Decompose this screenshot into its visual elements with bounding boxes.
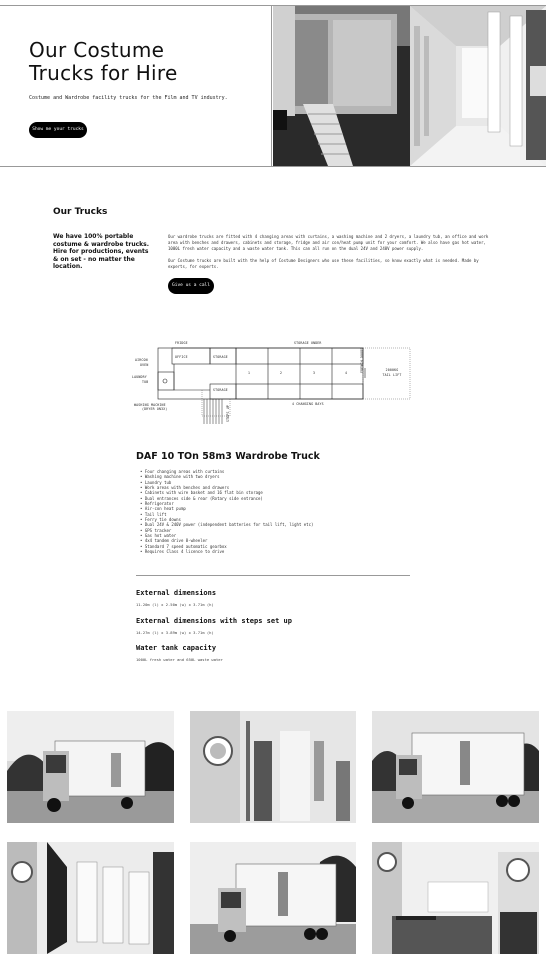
list-item: • Cabinets with wire basket and 16 flat bin storage	[140, 490, 313, 495]
feature-list	[140, 469, 313, 555]
list-item: • Washing machine with two dryers	[140, 474, 313, 479]
section-divider	[136, 575, 410, 576]
hero-text-panel	[0, 6, 272, 166]
floorplan-drawing	[130, 338, 415, 428]
list-item: • Dual 24V & 240V power (independent batteries for tail lift, light etc)	[140, 522, 313, 527]
bay-4-label: 4	[345, 371, 348, 375]
fridge-label: FRIDGE	[175, 341, 188, 345]
gallery-image-changing-bays[interactable]	[7, 842, 174, 954]
water-tank-heading: Water tank capacity	[136, 644, 217, 652]
list-item: • Work areas with benches and drawers	[140, 485, 313, 490]
aircon-label: AIRCON	[135, 358, 148, 362]
washing-machine-label: WASHING MACHINE	[134, 403, 166, 407]
gallery-image-laundry[interactable]	[190, 711, 356, 823]
hero-title-line-1: Our Costume	[29, 38, 165, 62]
truck-floorplan	[130, 338, 415, 428]
tub-label: TUB	[142, 380, 149, 384]
hero-title-line-2: Trucks for Hire	[29, 61, 178, 85]
list-item: • Gas hot water	[140, 533, 313, 538]
storage-top-label: STORAGE	[213, 355, 228, 359]
steps-dimensions-value: 14.27m (l) x 3.89m (w) x 3.71m (h)	[136, 630, 214, 635]
oven-label: OVEN	[140, 363, 149, 367]
our-trucks-paragraph-1: Our wardrobe trucks are fitted with 4 changing areas with curtains, a washing machine and 2 dryers, a laundry tub, an office and work area with benches and drawers, cabinets and storage, fridge and air con/heat pump unit for your comfort. We also have gas hot water, 1000L fresh water capacity and a waste water tank. This can all run on the dual 24V and 240V power supply.	[168, 234, 489, 251]
list-item: • Refrigerator	[140, 501, 313, 506]
hero-truck-interior-image	[410, 6, 546, 166]
list-item: • Tail lift	[140, 512, 313, 517]
storage-bottom-label: STORAGE	[213, 388, 228, 392]
show-trucks-button[interactable]: Show me your trucks	[29, 122, 87, 138]
list-item: • Laundry tub	[140, 480, 313, 485]
list-item: • Standard 7 speed automatic gearbox	[140, 544, 313, 549]
dryers-label: (DRYER ON3X)	[142, 407, 168, 411]
gallery-image-kitchen[interactable]	[372, 842, 539, 954]
storage-under-label: STORAGE UNDER	[294, 341, 322, 345]
tail-lift-label: 2000KG TAIL LIFT	[382, 368, 402, 377]
office-label: OFFICE	[175, 355, 188, 359]
give-us-a-call-button[interactable]: Give us a call	[168, 278, 214, 294]
changing-bays-label: 4 CHANGING BAYS	[292, 402, 324, 406]
bay-3-label: 3	[313, 371, 316, 375]
gallery-image-truck-side[interactable]	[372, 711, 539, 823]
hero-subtitle: Costume and Wardrobe facility trucks for the Film and TV industry.	[29, 95, 228, 101]
hero-truck-exterior-image	[273, 6, 410, 166]
our-trucks-paragraph-2: Our Costume trucks are built with the help of Costume Designers who use these facilities, so know exactly what is needed. Made by experts, for experts.	[168, 258, 479, 269]
our-trucks-lead: We have 100% portable costume & wardrobe trucks. Hire for productions, events & on set - no matter the location.	[53, 233, 149, 270]
french-doors-label: FRENCH DOORS	[360, 347, 364, 373]
gallery-image-truck-front[interactable]	[7, 711, 174, 823]
steps-dimensions-heading: External dimensions with steps set up	[136, 617, 292, 625]
list-item: • Requires Class 4 licence to drive	[140, 549, 313, 554]
bay-1-label: 1	[248, 371, 251, 375]
bay-2-label: 2	[280, 371, 283, 375]
steps-up-label: STEPS UP	[226, 405, 230, 422]
daf-truck-title: DAF 10 TOn 58m3 Wardrobe Truck	[136, 451, 320, 462]
external-dimensions-heading: External dimensions	[136, 589, 217, 597]
list-item: • GPS tracker	[140, 528, 313, 533]
list-item: • 4x4 tandem drive 8-wheeler	[140, 538, 313, 543]
laundry-label: LAUNDRY	[132, 375, 147, 379]
hero-section	[0, 5, 546, 167]
hero-title	[29, 39, 178, 85]
list-item: • Dual entrances side & rear (Rotary side entrance)	[140, 496, 313, 501]
water-tank-value: 1000L fresh water and 650L waste water	[136, 657, 223, 662]
our-trucks-heading: Our Trucks	[53, 207, 108, 217]
list-item: • Four changing areas with curtains	[140, 469, 313, 474]
list-item: • Ferry tie downs	[140, 517, 313, 522]
gallery-image-truck-exterior[interactable]	[190, 842, 356, 954]
list-item: • Air-con heat pump	[140, 506, 313, 511]
external-dimensions-value: 11.20m (l) x 2.50m (w) x 3.71m (h)	[136, 602, 214, 607]
